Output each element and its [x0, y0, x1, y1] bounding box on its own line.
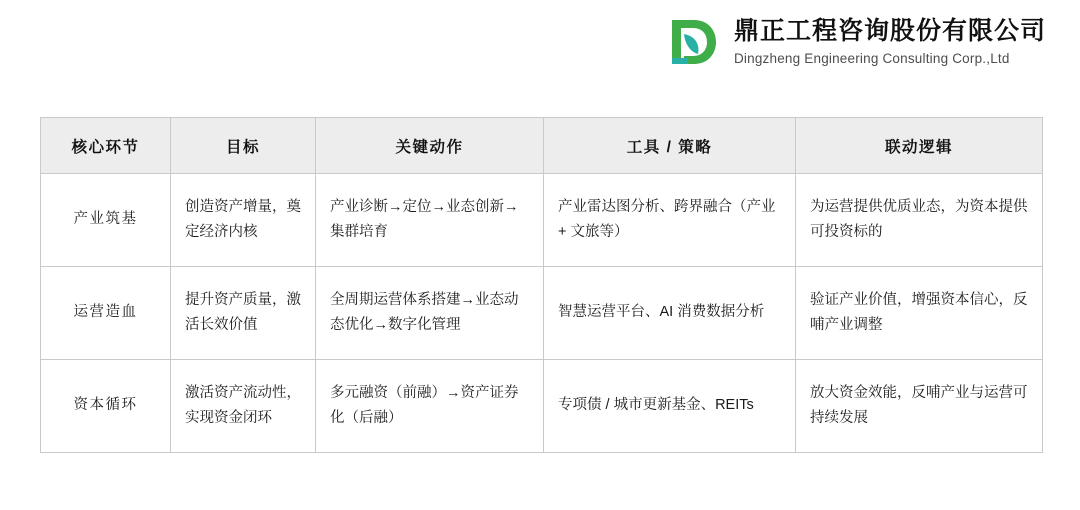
cell-goal: 激活资产流动性，实现资金闭环 — [171, 360, 316, 453]
company-name-cn: 鼎正工程咨询股份有限公司 — [733, 16, 1046, 45]
table-row — [41, 267, 1043, 360]
cell-tools: 专项债 / 城市更新基金、REITs — [544, 360, 796, 453]
strategy-table-wrapper — [40, 117, 1042, 453]
company-name-en: Dingzheng Engineering Consulting Corp.,Ltd — [733, 51, 1010, 67]
cell-actions: 多元融资（前融）→资产证券化（后融） — [316, 360, 544, 453]
cell-actions: 产业诊断→定位→业态创新→集群培育 — [316, 174, 544, 267]
company-name-block — [734, 16, 1046, 68]
column-header-logic: 联动逻辑 — [796, 118, 1043, 174]
cell-stage: 运营造血 — [41, 267, 171, 360]
cell-tools: 产业雷达图分析、跨界融合（产业 + 文旅等） — [544, 174, 796, 267]
strategy-matrix-table — [40, 117, 1043, 453]
column-header-actions: 关键动作 — [316, 118, 544, 174]
cell-logic: 放大资金效能，反哺产业与运营可持续发展 — [796, 360, 1043, 453]
cell-stage: 资本循环 — [41, 360, 171, 453]
column-header-stage: 核心环节 — [41, 118, 171, 174]
table-header — [41, 118, 1043, 174]
cell-tools: 智慧运营平台、AI 消费数据分析 — [544, 267, 796, 360]
cell-stage: 产业筑基 — [41, 174, 171, 267]
cell-logic: 验证产业价值，增强资本信心，反哺产业调整 — [796, 267, 1043, 360]
company-header — [664, 14, 1046, 70]
cell-logic: 为运营提供优质业态，为资本提供可投资标的 — [796, 174, 1043, 267]
cell-goal: 提升资产质量，激活长效价值 — [171, 267, 316, 360]
column-header-goal: 目标 — [171, 118, 316, 174]
table-row — [41, 360, 1043, 453]
cell-goal: 创造资产增量，奠定经济内核 — [171, 174, 316, 267]
dingzheng-d-leaf-logo-icon — [664, 14, 720, 70]
table-row — [41, 174, 1043, 267]
table-body — [41, 174, 1043, 453]
table-header-row — [41, 118, 1043, 174]
column-header-tools: 工具 / 策略 — [544, 118, 796, 174]
cell-actions: 全周期运营体系搭建→业态动态优化→数字化管理 — [316, 267, 544, 360]
